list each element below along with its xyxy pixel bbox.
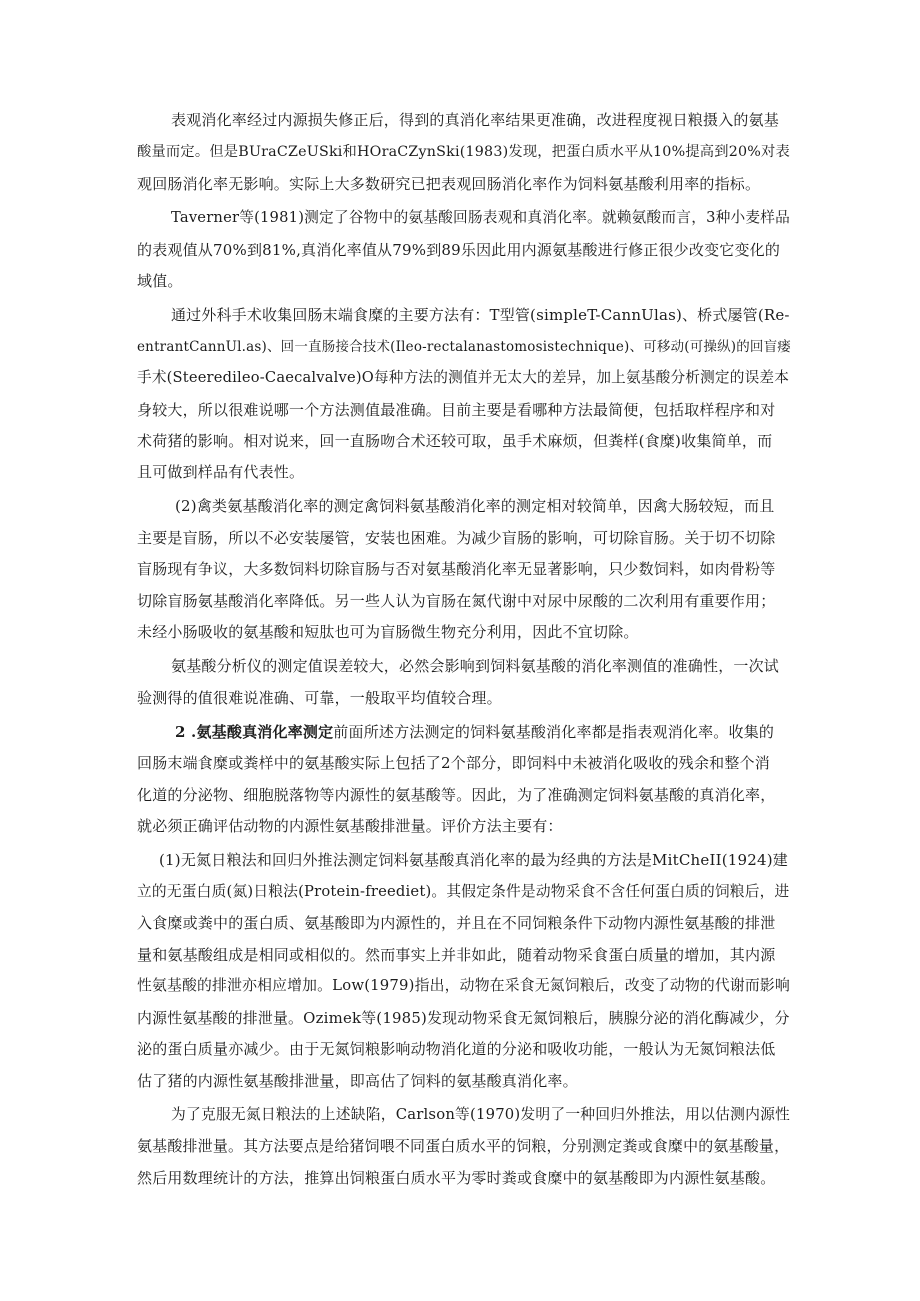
text-line xyxy=(137,398,775,422)
line-text: 主要是盲肠，所以不必安装屡管，安装也困难。为减少盲肠的影响，可切除盲肠。关于切不切除 xyxy=(137,529,776,547)
line-text: 的表观值从70%到81%,真消化率值从79%到89乐因此用内源氨基酸进行修正很少改变它变化的 xyxy=(137,241,781,259)
text-line xyxy=(137,911,775,935)
line-text: 立的无蛋白质(氮)日粮法(Protein-freediet)。其假定条件是动物采食不含任何蛋白质的饲粮后，进 xyxy=(137,883,790,900)
text-line xyxy=(159,848,788,872)
line-text: (2)禽类氨基酸消化率的测定禽饲料氨基酸消化率的测定相对较简单，因禽大肠较短，而且 xyxy=(175,497,775,515)
text-line xyxy=(137,140,790,164)
line-text: 通过外科手术收集回肠末端食糜的主要方法有：T型管(simpleT-CannUlas)、桥式屡管(Re- xyxy=(171,306,790,324)
text-line xyxy=(171,206,790,230)
line-text: 为了克服无氮日粮法的上述缺陷，Carlson等(1970)发明了一种回归外推法，用以估测内源性 xyxy=(171,1106,791,1123)
text-line xyxy=(137,974,790,998)
text-line xyxy=(137,1006,790,1030)
line-text: 氨基酸排泄量。其方法要点是给猪饲喂不同蛋白质水平的饲粮，分别测定粪或食糜中的氨基酸量， xyxy=(137,1137,790,1155)
line-text: 未经小肠吸收的氨基酸和短肽也可为盲肠微生物充分利用，因此不宜切除。 xyxy=(137,623,639,641)
line-text: entrantCannUl.as)、回一直肠接合技术(Ileo-rectalanastomosistechnique)、可移动(可操纵)的回盲瘘 xyxy=(137,339,791,355)
line-text: 且可做到样品有代表性。 xyxy=(137,463,305,481)
text-line xyxy=(137,366,789,390)
line-text: 观回肠消化率无影响。实际上大多数研究已把表观回肠消化率作为饲料氨基酸利用率的指标。 xyxy=(137,175,761,193)
text-line xyxy=(137,814,563,838)
text-line xyxy=(137,620,639,644)
text-line xyxy=(137,880,789,904)
line-text: 切除盲肠氨基酸消化率降低。另一些人认为盲肠在氮代谢中对尿中尿酸的二次利用有重要作用； xyxy=(137,592,776,610)
line-text: 表观消化率经过内源损失修正后，得到的真消化率结果更准确，改进程度视日粮摄入的氨基 xyxy=(171,111,780,129)
text-line xyxy=(137,1134,789,1158)
line-text: 域值。 xyxy=(137,272,183,290)
text-line xyxy=(137,1166,775,1190)
line-text: 手术(Steeredileo-Caecalvalve)O每种方法的测值并无太大的差异，加上氨基酸分析测定的误差本 xyxy=(137,369,790,386)
text-line xyxy=(137,335,791,359)
text-line xyxy=(137,172,760,196)
text-line xyxy=(137,526,775,550)
section-heading: 2 .氨基酸真消化率测定 xyxy=(175,723,334,741)
text-line xyxy=(137,751,770,775)
line-text: Taverner等(1981)测定了谷物中的氨基酸回肠表观和真消化率。就赖氨酸而言，3种小麦样品 xyxy=(171,209,791,226)
text-line xyxy=(175,494,774,518)
text-line xyxy=(137,238,780,262)
line-text: 内源性氨基酸的排泄量。Ozimek等(1985)发现动物采食无氮饲粮后，胰腺分泌的消化酶减少，分 xyxy=(137,1009,790,1027)
text-line xyxy=(171,654,779,678)
text-line xyxy=(137,429,772,453)
text-line xyxy=(137,589,775,613)
line-text: 盲肠现有争议，大多数饲料切除盲肠与否对氨基酸消化率无显著影响，只少数饲料，如肉骨粉等 xyxy=(137,560,776,578)
line-text: 前面所述方法测定的饲料氨基酸消化率都是指表观消化率。收集的 xyxy=(333,723,775,741)
line-text: 氨基酸分析仪的测定值误差较大，必然会影响到饲料氨基酸的消化率测值的准确性，一次试 xyxy=(171,657,780,675)
line-text: 身较大，所以很难说哪一个方法测值最准确。目前主要是看哪种方法最简便，包括取样程序和对 xyxy=(137,401,776,419)
line-text: 估了猪的内源性氨基酸排泄量，即高估了饲料的氨基酸真消化率。 xyxy=(137,1072,578,1090)
text-line xyxy=(171,108,779,132)
line-text: 然后用数理统计的方法，推算出饲粮蛋白质水平为零时粪或食糜中的氨基酸即为内源性氨基酸。 xyxy=(137,1169,776,1187)
line-text: 性氨基酸的排泄亦相应增加。Low(1979)指出，动物在采食无氮饲粮后，改变了动物的代谢而影响 xyxy=(137,977,790,994)
line-text: 术荷猪的影响。相对说来，回一直肠吻合术还较可取，虽手术麻烦，但粪样(食糜)收集简单，而 xyxy=(137,432,773,450)
line-text: 量和氨基酸组成是相同或相似的。然而事实上并非如此，随着动物采食蛋白质量的增加，其内源 xyxy=(137,946,776,964)
line-text: (1)无氮日粮法和回归外推法测定饲料氨基酸真消化率的最为经典的方法是MitCheII(1924)建 xyxy=(159,851,788,869)
text-line xyxy=(137,783,775,807)
text-line xyxy=(137,686,502,710)
line-text: 验测得的值很难说准确、可靠，一般取平均值较合理。 xyxy=(137,689,502,707)
text-line xyxy=(137,943,775,967)
line-text: 化道的分泌物、细胞脱落物等内源性的氨基酸等。因此，为了准确测定饲料氨基酸的真消化率， xyxy=(137,786,776,804)
text-line xyxy=(137,460,304,484)
text-line xyxy=(137,557,775,581)
text-line xyxy=(175,720,774,744)
text-line xyxy=(171,303,790,327)
line-text: 就必须正确评估动物的内源性氨基酸排泄量。评价方法主要有： xyxy=(137,817,563,835)
text-line xyxy=(137,1069,578,1093)
text-line xyxy=(137,269,183,293)
line-text: 酸量而定。但是BUraCZeUSki和HOraCZynSki(1983)发现，把蛋白质水平从10%提高到20%对表 xyxy=(137,144,790,160)
text-line xyxy=(171,1103,790,1127)
line-text: 泌的蛋白质量亦减少。由于无氮饲粮影响动物消化道的分泌和吸收功能，一般认为无氮饲粮法低 xyxy=(137,1040,776,1058)
line-text: 回肠末端食糜或粪样中的氨基酸实际上包括了2个部分，即饲料中未被消化吸收的残余和整个消 xyxy=(137,754,770,772)
text-line xyxy=(137,1037,775,1061)
line-text: 入食糜或粪中的蛋白质、氨基酸即为内源性的，并且在不同饲粮条件下动物内源性氨基酸的排泄 xyxy=(137,914,776,932)
